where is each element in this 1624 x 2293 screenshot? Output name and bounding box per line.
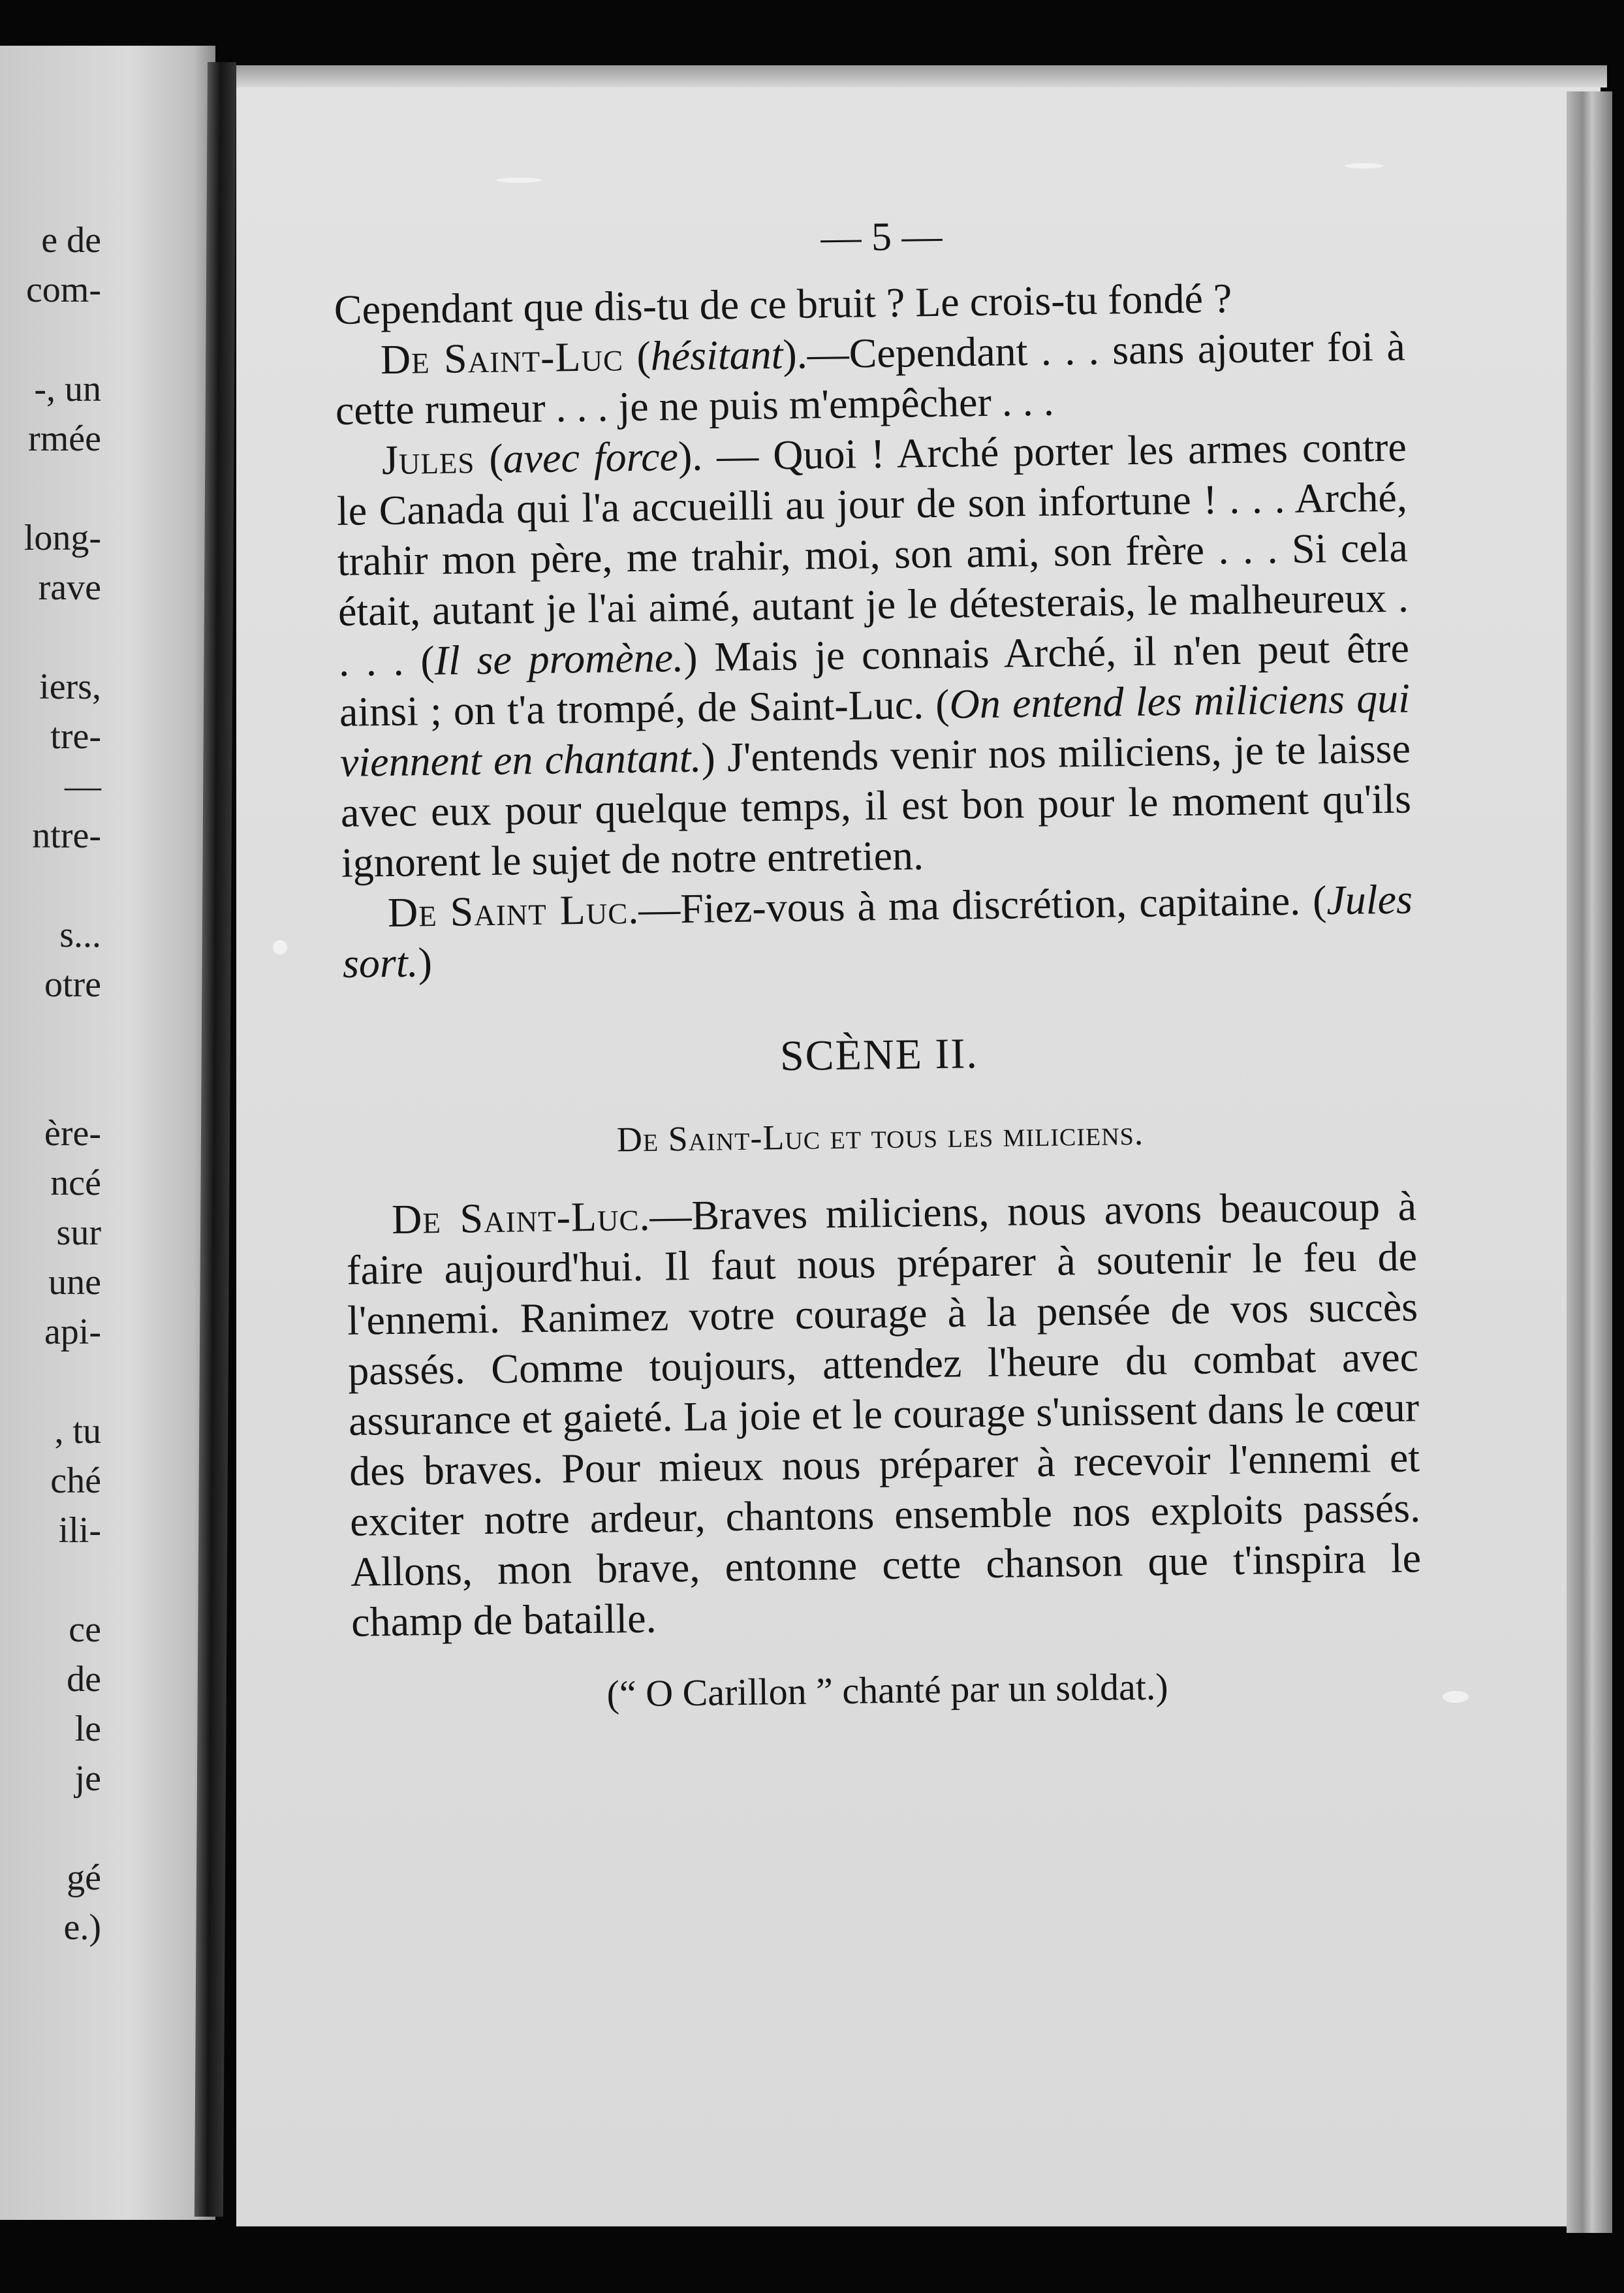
- scene-heading: SCÈNE II.: [779, 1030, 979, 1081]
- left-page-line: de: [67, 1659, 101, 1700]
- left-page-line: le: [74, 1709, 101, 1749]
- dialogue-text: ).—Cependant . . . sans ajouter foi à cette rumeur . . . je ne puis m'empêcher . . .: [335, 323, 1406, 434]
- left-page-line: s...: [59, 915, 101, 955]
- speaker-name: De Saint Luc: [387, 886, 629, 936]
- dialogue-text: .—Fiez-vous à ma discrétion, capitaine. (: [627, 877, 1327, 933]
- page-text: [333, 202, 1423, 1722]
- left-page-line: tre-: [50, 716, 101, 757]
- page-stack-edge: [1567, 91, 1612, 2233]
- left-page-line: com-: [25, 270, 101, 310]
- left-page-line: —: [65, 766, 101, 806]
- stage-direction: hésitant: [650, 330, 783, 379]
- left-page-line: , tu: [54, 1411, 101, 1451]
- left-page-line: otre: [44, 964, 101, 1005]
- dialogue-text: (: [474, 435, 504, 482]
- stage-direction: Jules sort.: [342, 876, 1413, 987]
- left-page-line: iers,: [39, 667, 101, 707]
- dust-speck: [496, 178, 542, 183]
- left-page-line: une: [48, 1262, 101, 1303]
- page-number: — 5 —: [820, 213, 943, 261]
- left-page-line: -, un: [34, 369, 101, 409]
- dialogue-text: Cependant que dis-tu de ce bruit ? Le crois-tu fondé ?: [334, 274, 1232, 333]
- speaker-name: De Saint-Luc: [380, 333, 624, 383]
- page-top-edge: [236, 65, 1607, 87]
- stage-direction-song: (“ O Carillon ” chanté par un soldat.): [606, 1665, 1169, 1715]
- left-page-line: api-: [44, 1312, 101, 1352]
- speaker-name: Jules: [381, 435, 475, 484]
- dialogue-text: ) J'entends venir nos miliciens, je te laisse avec eux pour quelque temps, il est bon pour le moment qu'ils ignorent le sujet de notre entretien.: [340, 725, 1412, 886]
- paragraph: [346, 1180, 1422, 1647]
- left-page-fragment: [0, 46, 215, 2220]
- left-page-line: ère-: [44, 1113, 101, 1154]
- dialogue-text: .—Braves miliciens, nous avons beaucoup à faire aujourd'hui. Il faut nous préparer à soutenir le feu de l'ennemi. Ranimez votre courage à la pensée de vos succès passés. Comme toujours, attendez l'heure du combat avec assurance et gaieté. La joie et le courage s'unissent dans le cœur des braves. Pour mieux nous préparer à recevoir l'ennemi et exciter notre ardeur, chantons ensemble nos exploits passés. Allons, mon brave, entonne cette chanson que t'inspira le champ de bataille.: [346, 1182, 1422, 1645]
- dust-speck: [1345, 163, 1384, 168]
- dialogue-text: (: [623, 332, 651, 380]
- dialogue-text: ) Mais je connais Arché, il n'en peut être ainsi ; on t'a trompé, de Saint-Luc. (: [339, 624, 1410, 735]
- left-page-line: gé: [67, 1858, 101, 1898]
- dialogue-text: ): [418, 939, 433, 986]
- left-page-line: e de: [41, 220, 101, 261]
- paragraph: [341, 874, 1413, 988]
- left-page-line: rmée: [28, 419, 101, 459]
- paragraph: [336, 422, 1412, 888]
- left-page-line: e.): [63, 1907, 101, 1948]
- left-page-line: je: [74, 1758, 101, 1799]
- left-page-line: sur: [56, 1212, 101, 1253]
- scene-cast-list: De Saint-Luc et tous les miliciens.: [616, 1113, 1144, 1160]
- paragraph: [334, 321, 1406, 435]
- stage-direction: On entend les miliciens qui viennent en chantant.: [339, 674, 1411, 785]
- stage-direction: avec force: [503, 433, 679, 482]
- left-page-line: rave: [38, 567, 101, 608]
- dialogue-text: ). — Quoi ! Arché porter les armes contre le Canada qui l'a accueilli au jour de son infortune ! . . . Arché, trahir mon père, me trahir, moi, son ami, son frère . . . Si cela était, autant je l'ai aimé, autant je le détesterais, le malheureux . . . . (: [336, 423, 1409, 685]
- dust-speck: [273, 940, 287, 955]
- left-page-line: ce: [69, 1609, 101, 1650]
- left-page-line: long-: [23, 518, 101, 558]
- left-page-line: ntre-: [32, 815, 101, 856]
- stage-direction: Il se promène.: [434, 634, 684, 684]
- dust-speck: [1443, 1691, 1469, 1703]
- left-page-line: ché: [50, 1461, 101, 1501]
- left-page-line: ili-: [58, 1510, 101, 1551]
- dialogue-part-1: [334, 271, 1413, 988]
- dialogue-part-2: [346, 1180, 1422, 1647]
- left-page-line: ncé: [50, 1163, 101, 1203]
- speaker-name: De Saint-Luc: [391, 1192, 640, 1242]
